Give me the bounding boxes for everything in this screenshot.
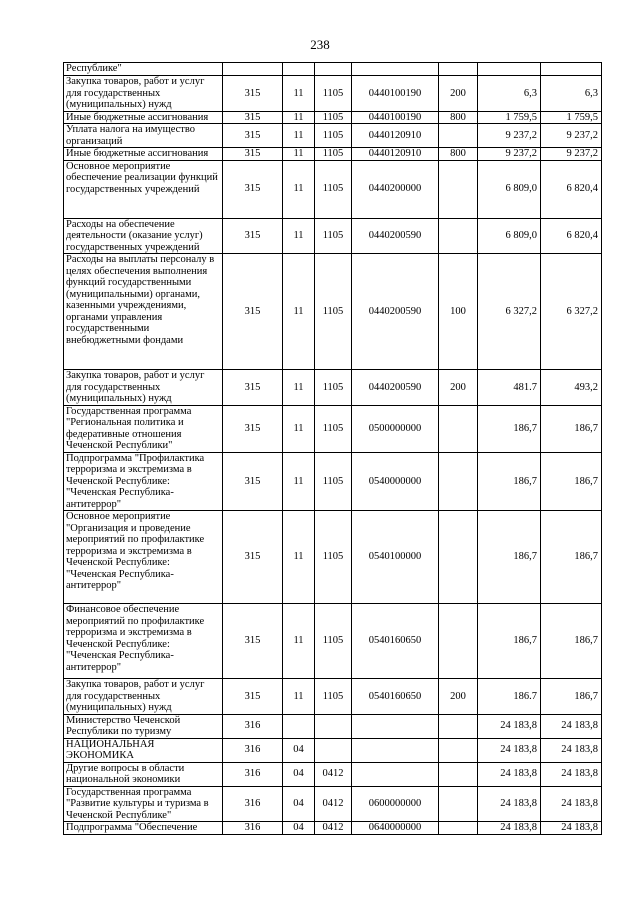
department-code: 315: [223, 452, 283, 511]
expense-type-code: [439, 762, 478, 786]
section-code: 11: [283, 370, 315, 406]
budget-item-name: Основное мероприятие обеспечение реализации функций государственных учреждений: [64, 160, 223, 218]
budget-item-name: Подпрограмма "Обеспечение: [64, 822, 223, 835]
subsection-code: 1105: [315, 76, 352, 112]
table-row: [64, 452, 602, 511]
subsection-code: 1105: [315, 405, 352, 452]
expense-type-code: [439, 738, 478, 762]
table-row: [64, 511, 602, 604]
subsection-code: 1105: [315, 679, 352, 715]
department-code: 315: [223, 511, 283, 604]
amount-year-2: 9 237,2: [541, 124, 602, 148]
section-code: 11: [283, 679, 315, 715]
subsection-code: 1105: [315, 148, 352, 161]
department-code: 315: [223, 254, 283, 370]
table-row: [64, 76, 602, 112]
department-code: 315: [223, 148, 283, 161]
target-article-code: 0440200590: [352, 370, 439, 406]
amount-year-1: 186,7: [478, 452, 541, 511]
subsection-code: 1105: [315, 254, 352, 370]
budget-item-name: НАЦИОНАЛЬНАЯ ЭКОНОМИКА: [64, 738, 223, 762]
expense-type-code: [439, 160, 478, 218]
table-row: [64, 124, 602, 148]
budget-item-name: Уплата налога на имущество организаций: [64, 124, 223, 148]
budget-item-name: Закупка товаров, работ и услуг для государственных (муниципальных) нужд: [64, 370, 223, 406]
amount-year-2: 24 183,8: [541, 738, 602, 762]
table-row: [64, 714, 602, 738]
budget-item-name: Республике": [64, 63, 223, 76]
table-row: [64, 148, 602, 161]
budget-table: [63, 62, 602, 835]
amount-year-1: 24 183,8: [478, 786, 541, 822]
budget-item-name: Другие вопросы в области национальной экономики: [64, 762, 223, 786]
section-code: 04: [283, 786, 315, 822]
department-code: 316: [223, 738, 283, 762]
subsection-code: 1105: [315, 511, 352, 604]
department-code: 316: [223, 786, 283, 822]
section-code: 04: [283, 762, 315, 786]
section-code: 11: [283, 604, 315, 679]
target-article-code: 0640000000: [352, 822, 439, 835]
department-code: 315: [223, 160, 283, 218]
page-number: 238: [310, 37, 330, 52]
section-code: [283, 714, 315, 738]
amount-year-2: 186,7: [541, 511, 602, 604]
department-code: 315: [223, 218, 283, 254]
table-row: [64, 160, 602, 218]
expense-type-code: [439, 405, 478, 452]
expense-type-code: 200: [439, 679, 478, 715]
subsection-code: 0412: [315, 762, 352, 786]
budget-item-name: Иные бюджетные ассигнования: [64, 111, 223, 124]
amount-year-2: 24 183,8: [541, 822, 602, 835]
department-code: 316: [223, 714, 283, 738]
section-code: [283, 63, 315, 76]
table-row: [64, 218, 602, 254]
amount-year-2: 186,7: [541, 679, 602, 715]
budget-item-name: Государственная программа "Развитие культуры и туризма в Чеченской Республике": [64, 786, 223, 822]
section-code: 04: [283, 822, 315, 835]
expense-type-code: [439, 786, 478, 822]
table-row: [64, 822, 602, 835]
budget-item-name: Основное мероприятие "Организация и проведение мероприятий по профилактике терроризма и экстремизма в Чеченской Республике: "Чеченская Республика-антитеррор": [64, 511, 223, 604]
expense-type-code: [439, 124, 478, 148]
expense-type-code: [439, 218, 478, 254]
expense-type-code: [439, 63, 478, 76]
target-article-code: 0440200590: [352, 254, 439, 370]
target-article-code: 0440200590: [352, 218, 439, 254]
department-code: 316: [223, 762, 283, 786]
amount-year-2: 24 183,8: [541, 714, 602, 738]
amount-year-1: 24 183,8: [478, 738, 541, 762]
budget-item-name: Закупка товаров, работ и услуг для государственных (муниципальных) нужд: [64, 76, 223, 112]
table-row: [64, 679, 602, 715]
department-code: 315: [223, 679, 283, 715]
amount-year-2: 186,7: [541, 405, 602, 452]
department-code: [223, 63, 283, 76]
amount-year-1: 24 183,8: [478, 822, 541, 835]
amount-year-1: 6 327,2: [478, 254, 541, 370]
section-code: 11: [283, 218, 315, 254]
subsection-code: 1105: [315, 111, 352, 124]
subsection-code: 1105: [315, 218, 352, 254]
target-article-code: 0600000000: [352, 786, 439, 822]
table-row: [64, 604, 602, 679]
subsection-code: 1105: [315, 604, 352, 679]
amount-year-1: 24 183,8: [478, 762, 541, 786]
department-code: 315: [223, 76, 283, 112]
section-code: 04: [283, 738, 315, 762]
department-code: 315: [223, 604, 283, 679]
table-row: [64, 111, 602, 124]
amount-year-1: 481.7: [478, 370, 541, 406]
amount-year-1: 1 759,5: [478, 111, 541, 124]
section-code: 11: [283, 452, 315, 511]
section-code: 11: [283, 111, 315, 124]
department-code: 315: [223, 111, 283, 124]
target-article-code: 0540100000: [352, 511, 439, 604]
amount-year-2: 6 820,4: [541, 218, 602, 254]
target-article-code: [352, 714, 439, 738]
budget-item-name: Подпрограмма "Профилактика терроризма и экстремизма в Чеченской Республике: "Чеченская Республика-антитеррор": [64, 452, 223, 511]
amount-year-2: 186,7: [541, 452, 602, 511]
target-article-code: [352, 762, 439, 786]
expense-type-code: 800: [439, 148, 478, 161]
section-code: 11: [283, 405, 315, 452]
budget-item-name: Финансовое обеспечение мероприятий по профилактике терроризма и экстремизма в Чеченской Республике: "Чеченская Республика-антитеррор": [64, 604, 223, 679]
target-article-code: 0440200000: [352, 160, 439, 218]
amount-year-2: 6,3: [541, 76, 602, 112]
target-article-code: [352, 738, 439, 762]
amount-year-2: 6 820,4: [541, 160, 602, 218]
subsection-code: [315, 738, 352, 762]
amount-year-2: [541, 63, 602, 76]
department-code: 315: [223, 124, 283, 148]
table-row: [64, 63, 602, 76]
section-code: 11: [283, 160, 315, 218]
table-row: [64, 762, 602, 786]
target-article-code: 0440100190: [352, 76, 439, 112]
target-article-code: 0440100190: [352, 111, 439, 124]
table-row: [64, 738, 602, 762]
amount-year-1: 24 183,8: [478, 714, 541, 738]
amount-year-2: 6 327,2: [541, 254, 602, 370]
table-row: [64, 405, 602, 452]
amount-year-1: 186,7: [478, 405, 541, 452]
target-article-code: 0440120910: [352, 124, 439, 148]
table-row: [64, 254, 602, 370]
expense-type-code: 200: [439, 370, 478, 406]
amount-year-2: 24 183,8: [541, 762, 602, 786]
table-row: [64, 370, 602, 406]
target-article-code: [352, 63, 439, 76]
section-code: 11: [283, 254, 315, 370]
budget-item-name: Закупка товаров, работ и услуг для государственных (муниципальных) нужд: [64, 679, 223, 715]
amount-year-1: 6 809,0: [478, 160, 541, 218]
target-article-code: 0540160650: [352, 679, 439, 715]
target-article-code: 0440120910: [352, 148, 439, 161]
amount-year-1: 186,7: [478, 604, 541, 679]
amount-year-1: 6,3: [478, 76, 541, 112]
expense-type-code: 200: [439, 76, 478, 112]
subsection-code: 0412: [315, 786, 352, 822]
table-row: [64, 786, 602, 822]
expense-type-code: 100: [439, 254, 478, 370]
section-code: 11: [283, 148, 315, 161]
target-article-code: 0540000000: [352, 452, 439, 511]
subsection-code: 1105: [315, 124, 352, 148]
amount-year-1: 9 237,2: [478, 124, 541, 148]
department-code: 316: [223, 822, 283, 835]
budget-item-name: Государственная программа "Региональная политика и федеративные отношения Чеченской Республики": [64, 405, 223, 452]
amount-year-1: 9 237,2: [478, 148, 541, 161]
budget-item-name: Иные бюджетные ассигнования: [64, 148, 223, 161]
budget-item-name: Расходы на выплаты персоналу в целях обеспечения выполнения функций государственными (муниципальными) органами, казенными учреждениями, органами управления государственными внебюджетными фондами: [64, 254, 223, 370]
subsection-code: [315, 63, 352, 76]
section-code: 11: [283, 76, 315, 112]
subsection-code: 0412: [315, 822, 352, 835]
target-article-code: 0540160650: [352, 604, 439, 679]
amount-year-2: 9 237,2: [541, 148, 602, 161]
amount-year-2: 493,2: [541, 370, 602, 406]
expense-type-code: [439, 822, 478, 835]
amount-year-2: 186,7: [541, 604, 602, 679]
expense-type-code: 800: [439, 111, 478, 124]
amount-year-1: [478, 63, 541, 76]
budget-item-name: Министерство Чеченской Республики по туризму: [64, 714, 223, 738]
department-code: 315: [223, 405, 283, 452]
section-code: 11: [283, 511, 315, 604]
amount-year-2: 1 759,5: [541, 111, 602, 124]
expense-type-code: [439, 604, 478, 679]
expense-type-code: [439, 452, 478, 511]
subsection-code: 1105: [315, 160, 352, 218]
expense-type-code: [439, 714, 478, 738]
amount-year-1: 186,7: [478, 511, 541, 604]
amount-year-2: 24 183,8: [541, 786, 602, 822]
target-article-code: 0500000000: [352, 405, 439, 452]
subsection-code: 1105: [315, 370, 352, 406]
expense-type-code: [439, 511, 478, 604]
subsection-code: [315, 714, 352, 738]
amount-year-1: 186.7: [478, 679, 541, 715]
amount-year-1: 6 809,0: [478, 218, 541, 254]
section-code: 11: [283, 124, 315, 148]
budget-item-name: Расходы на обеспечение деятельности (оказание услуг) государственных учреждений: [64, 218, 223, 254]
department-code: 315: [223, 370, 283, 406]
subsection-code: 1105: [315, 452, 352, 511]
